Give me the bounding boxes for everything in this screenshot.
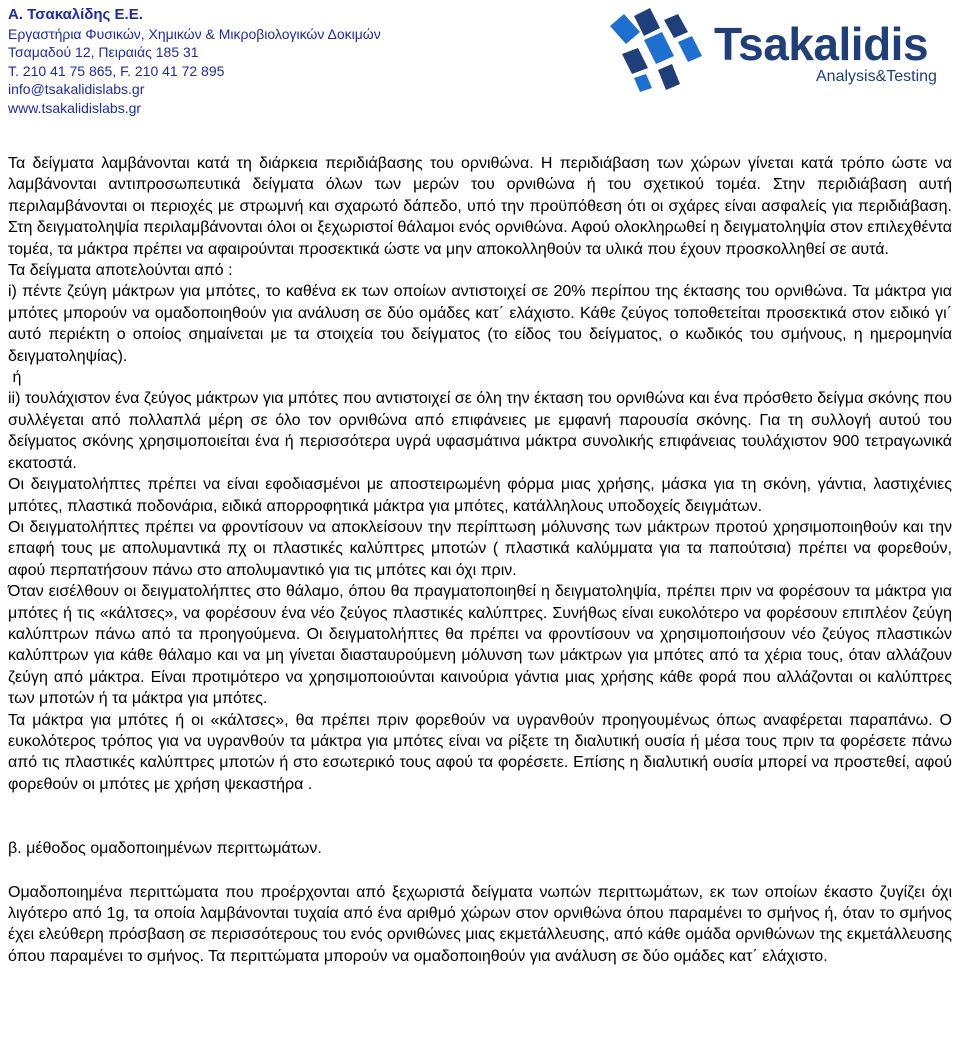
labs-description: Εργαστήρια Φυσικών, Χημικών & Μικροβιολογικών Δοκιμών: [8, 25, 381, 42]
paragraph-samples-consist: Τα δείγματα αποτελούνται από :: [8, 262, 233, 280]
paragraph-overshoes: Όταν εισέλθουν οι δειγματολήπτες στο θάλαμο, όπου θα πραγματοποιηθεί η δειγματοληψία, πρέπει πριν να φορέσουν τα μάκτρα για μπότες ή τις «κάλτσες», να φορέσουν ένα νέο ζεύγος πλαστικές καλύπτρες. Συνήθως είναι ευκολότερο να φορέσουν επιπλέον ζεύγη καλύπτρων πάνω από τα προηγούμενα. Οι δειγματολήπτες θα πρέπει να φροντίσουν να χρησιμοποιήσουν νέο ζεύγος πλαστικών καλύπτρων για κάθε θάλαμο και να μη γίνεται διασταυρούμενη μόλυνση των μάκτρων για μπότες από τα χέρια τους, όταν αλλάζουν ζεύγη από μάκτρα. Είναι προτιμότερο να χρησιμοποιούνται καινούρια γάντια μιας χρήσης κάθε φορά που αλλάζονται οι καλύπτρες των μποτών ή τα μάκτρα για μπότες.: [8, 583, 952, 708]
paragraph-option-ii: ii) τουλάχιστον ένα ζεύγος μάκτρων για μπότες που αντιστοιχεί σε όλη την έκταση του ορνιθώνα και ένα πρόσθετο δείγμα σκόνης που συλλέγεται από πολλαπλά μέρη σε όλο τον ορνιθώνα από επιφάνειες με εμφανή παρουσία σκόνης. Για τη συλλογή αυτού του δείγματος σκόνης χρησιμοποιείται ένα ή περισσότερα υγρά υφασμάτινα μάκτρα συνολικής επιφάνειας τουλάχιστον 900 τετραγωνικά εκατοστά.: [8, 390, 952, 472]
email-link[interactable]: info@tsakalidislabs.gr: [8, 81, 145, 98]
paragraph-contamination: Οι δειγματολήπτες πρέπει να φροντίσουν να αποκλείσουν την περίπτωση μόλυνσης των μάκτρων προτού χρησιμοποιηθούν και την επαφή τους με απολυμαντικά πχ οι πλαστικές καλύπτρες μποτών ( πλαστικά καλύμματα για τα παπούτσια) πρέπει να φορεθούν, αφού περπατήσουν πάνω στο απολυμαντικό για τις μπότες και όχι πριν.: [8, 518, 952, 579]
paragraph-pooled-faeces: Ομαδοποιημένα περιττώματα που προέρχονται από ξεχωριστά δείγματα νωπών περιττωμάτων, εκ των οποίων έκαστο ζυγίζει όχι λιγότερο από 1g, τα οποία λαμβάνονται τυχαία από ένα αριθμό χώρων στον ορνιθώνα όπου παραμένει το σμήνος ή, όταν το σμήνος έχει ελεύθερη πρόσβαση σε περισσότερους του ενός ορνιθώνες μιας εκμετάλλευσης, από κάθε ομάδα ορνιθώνων της εκμετάλλευσης όπου παραμένει το σμήνος. Τα περιττώματα μπορούν να ομαδοποιηθούν για ανάλυση σε δύο ομάδες κατ΄ ελάχιστο.: [8, 883, 952, 965]
spacer: [8, 860, 952, 882]
paragraph-equipment: Οι δειγματολήπτες πρέπει να είναι εφοδιασμένοι με αποστειρωμένη φόρμα μιας χρήσης, μάσκα για τη σκόνη, γάντια, λαστιχένιες μπότες, πλαστικά ποδονάρια, ειδικά απορροφητικά μάκτρα για μπότες, κατάλληλους υποδοχείς δειγμάτων.: [8, 476, 952, 515]
tsakalidis-logo: [604, 6, 954, 96]
phone-fax: Τ. 210 41 75 865, F. 210 41 72 895: [8, 62, 225, 79]
spacer: [8, 795, 952, 838]
section-heading-pooled-faeces: β. μέθοδος ομαδοποιημένων περιττωμάτων.: [8, 840, 322, 858]
paragraph-sampling-walk: Τα δείγματα λαμβάνονται κατά τη διάρκεια περιδιάβασης του ορνιθώνα. Η περιδιάβαση των χώρων γίνεται κατά τρόπο ώστε να λαμβάνονται αντιπροσωπευτικά δείγματα όλων των μερών του ορνιθώνα ή του σχετικού τομέα. Στην περιδιάβαση αυτή περιλαμβάνονται οι περιοχές με στρωμνή και σχαρωτό δάπεδο, υπό την προϋπόθεση ότι οι σχάρες είναι ασφαλείς για περιδιάβαση. Στη δειγματοληψία περιλαμβάνονται όλοι οι ξεχωριστοί θάλαμοι ενός ορνιθώνα. Αφού ολοκληρωθεί η δειγματοληψία στον επιλεχθέντα τομέα, τα μάκτρα πρέπει να αφαιρούνται προσεκτικά ώστε να μην αποκολληθούν τα υλικά που έχουν προσκολληθεί σε αυτά.: [8, 155, 952, 258]
letterhead: [8, 6, 952, 126]
contact-block: [8, 6, 381, 118]
logo-mark-icon: [604, 6, 708, 96]
paragraph-option-i: i) πέντε ζεύγη μάκτρων για μπότες, το καθένα εκ των οποίων αντιστοιχεί σε 20% περίπου της έκτασης του ορνιθώνα. Τα μάκτρα για μπότες μπορούν να ομαδοποιηθούν για ανάλυση σε δύο ομάδες κατ΄ ελάχιστο. Κάθε ζεύγος τοποθετείται προσεκτικά στον ειδικό γι΄ αυτό περιέκτη ο οποίος σημαίνεται με τα στοιχεία του δείγματος (το είδος του δείγματος, ο κωδικός του σμήνους, η ημερομηνία δειγματοληψίας).: [8, 283, 952, 365]
address: Τσαμαδού 12, Πειραιάς 185 31: [8, 44, 199, 61]
paragraph-or: ή: [8, 369, 22, 387]
logo-name: Tsakalidis: [714, 18, 929, 70]
document-body: [8, 153, 952, 967]
website-link[interactable]: www.tsakalidislabs.gr: [8, 99, 142, 116]
logo-tagline: Analysis&Testing: [816, 68, 937, 85]
paragraph-moistening: Τα μάκτρα για μπότες ή οι «κάλτσες», θα πρέπει πριν φορεθούν να υγρανθούν προηγουμένως όπως αναφέρεται παραπάνω. Ο ευκολότερος τρόπος για να υγρανθούν τα μάκτρα για μπότες είναι να ρίξετε τη διαλυτική ουσία ή μέσα τους πριν τα φορέσετε πάνω από τις πλαστικές καλύπτρες μποτών ή στο εσωτερικό τους αφού τα φορέσετε. Επίσης η διαλυτική ουσία μπορεί να προστεθεί, αφού φορεθούν οι μπότες με χρήση ψεκαστήρα .: [8, 711, 952, 793]
company-name: Α. Τσακαλίδης Ε.Ε.: [8, 6, 143, 23]
